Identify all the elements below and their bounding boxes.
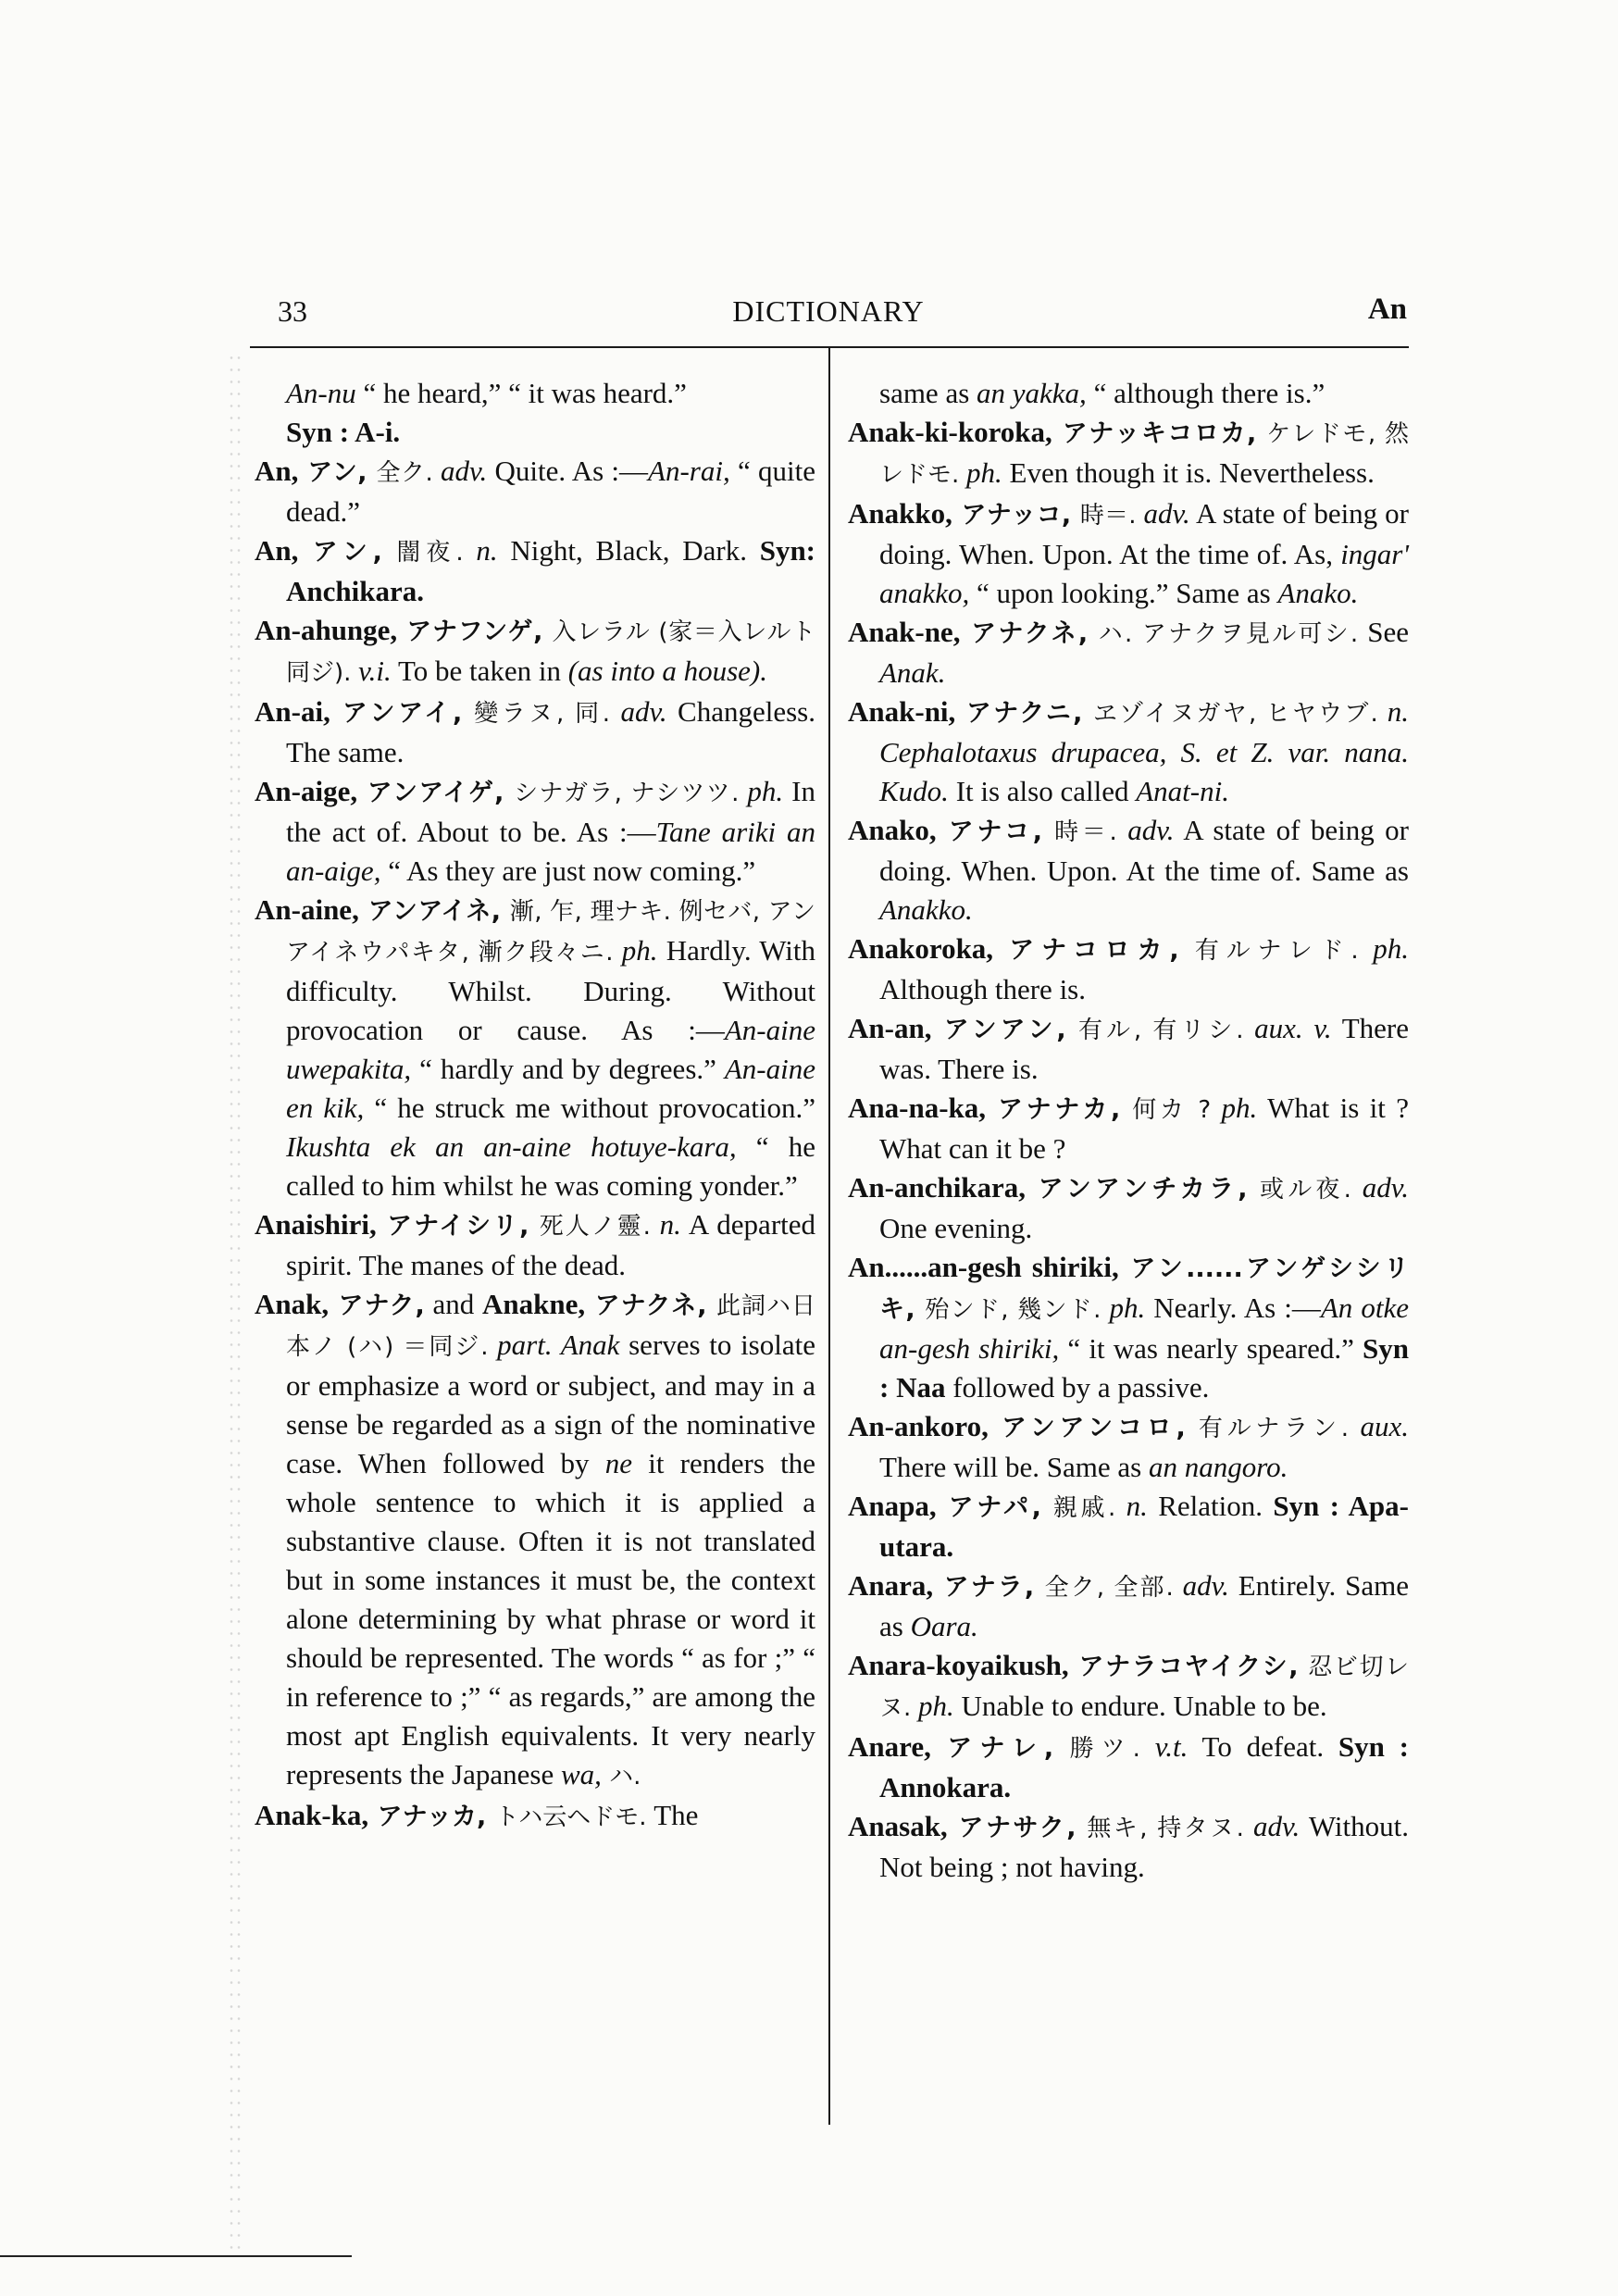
katakana: アンアンチカラ, — [1026, 1175, 1261, 1204]
definition: There was. There is. — [879, 1012, 1410, 1085]
katakana: アナッコ, — [952, 501, 1080, 530]
definition: it renders the whole sentence to which it is applied a substantive clause. Often it is not translated but in some instances it must be, the context alone determining by what phrase or word it should be represented. The words “ as for ;” “ in reference to ;” “ as regards,” are among the most apt English equivalents. It very nearly represents the Japanese — [286, 1447, 816, 1791]
example: ne — [604, 1447, 632, 1479]
part-of-speech: adv. — [1243, 1810, 1301, 1842]
scan-margin-speckle — [228, 352, 241, 2250]
definition: A state of being or doing. When. Upon. At the time of. As, — [879, 497, 1409, 570]
headword: Anakko, — [848, 497, 952, 530]
column-divider — [828, 347, 830, 2125]
headword: Anak-ne, — [848, 616, 961, 648]
kanji-gloss: 變ラヌ, 同. — [474, 700, 611, 728]
definition: A departed spirit. The manes of the dead. — [286, 1208, 816, 1281]
definition: serves to isolate or emphasize a word or subject, and may in a sense be regarded as a sign of the nominative case. When followed by — [286, 1329, 815, 1479]
katakana: アナパ, — [936, 1493, 1053, 1522]
kanji-gloss: 全ク, 全部. — [1044, 1574, 1174, 1602]
example: an nangoro. — [1148, 1451, 1288, 1483]
dictionary-entry — [848, 1168, 1409, 1248]
kanji-gloss: 有ル, 有リシ. — [1078, 1017, 1244, 1044]
kanji-gloss: 殆ンド, 幾ンド. — [925, 1296, 1101, 1324]
definition: Quite. As :— — [487, 455, 649, 487]
kanji-gloss: 忍ビ切レヌ. — [879, 1653, 1409, 1722]
katakana: アナナカ, — [986, 1095, 1133, 1124]
kanji-gloss: 或ル夜. — [1260, 1176, 1351, 1204]
running-title: DICTIONARY — [732, 294, 925, 328]
part-of-speech: ph. — [613, 934, 658, 967]
dictionary-entry — [848, 613, 1409, 693]
dictionary-entry — [848, 1646, 1409, 1728]
part-of-speech: n. — [463, 534, 498, 567]
dictionary-entry — [848, 1009, 1409, 1089]
part-of-speech: adv. — [1173, 1569, 1229, 1602]
entry-continuation — [255, 374, 815, 452]
synonym: Naa — [889, 1371, 946, 1404]
headword: An-ahunge, — [255, 614, 398, 646]
headword: Anasak, — [848, 1810, 948, 1842]
definition: same as — [879, 377, 977, 409]
bottom-scan-line — [0, 2255, 352, 2257]
katakana: アナクネ, — [960, 619, 1099, 648]
definition: “ upon looking.” Same as — [969, 577, 1278, 609]
kanji-gloss: 全ク. — [376, 459, 433, 487]
example: an yakka, — [977, 377, 1087, 409]
dictionary-entry — [255, 611, 815, 693]
headword: Anapa, — [848, 1490, 937, 1522]
kanji-gloss: 勝ツ. — [1069, 1735, 1140, 1763]
part-of-speech: ph. — [959, 456, 1002, 489]
example: Anako. — [1277, 577, 1359, 609]
katakana: アナイシリ, — [376, 1212, 540, 1241]
katakana: アナッキコロカ, — [1052, 419, 1267, 448]
definition: Nearly. As :— — [1145, 1292, 1321, 1324]
kanji-gloss: 入レラル (家＝入レルト同ジ). — [286, 618, 816, 687]
definition: One evening. — [879, 1212, 1033, 1244]
dictionary-entry — [848, 930, 1409, 1009]
part-of-speech: aux. v. — [1243, 1012, 1332, 1044]
kanji-gloss: 時＝. — [1079, 502, 1137, 530]
part-of-speech: n. — [650, 1208, 681, 1241]
headword: An-ankoro, — [848, 1410, 989, 1442]
headword: An-anchikara, — [848, 1171, 1027, 1204]
example: Anakko. — [879, 893, 973, 926]
dictionary-entry — [848, 1566, 1409, 1646]
part-of-speech: part. — [488, 1329, 553, 1361]
katakana: アンアンコロ, — [988, 1414, 1199, 1442]
headword: Anako, — [848, 814, 937, 846]
dictionary-entry — [848, 1407, 1409, 1487]
dictionary-entry — [848, 494, 1409, 613]
headword: Anara, — [848, 1569, 934, 1602]
kanji-gloss: 何カ ? — [1132, 1096, 1212, 1124]
part-of-speech: ph. — [1358, 932, 1410, 965]
headword: Anare, — [848, 1730, 931, 1763]
katakana: アナラ, — [933, 1573, 1045, 1602]
part-of-speech: ph. — [911, 1690, 954, 1722]
kanji-gloss: 時＝. — [1054, 818, 1117, 846]
left-column — [255, 374, 815, 1837]
kanji-gloss: 此詞ハ日本ノ (ハ) ＝同ジ. — [286, 1292, 815, 1361]
kanji-gloss: ハ. アナクヲ見ル可シ. — [1098, 620, 1359, 648]
example: ingar' anakko, — [879, 538, 1409, 609]
part-of-speech: adv. — [432, 455, 488, 487]
katakana: アナクニ, — [955, 699, 1093, 728]
definition: To be taken in — [391, 655, 568, 687]
headword: An-aine, — [255, 893, 359, 926]
part-of-speech: adv. — [1136, 497, 1190, 530]
headword: An......an-gesh shiriki, — [848, 1251, 1119, 1283]
definition: Although there is. — [879, 973, 1086, 1005]
headword: An-ai, — [255, 695, 330, 728]
headword: An-an, — [848, 1012, 932, 1044]
syn-label: Syn : — [1338, 1730, 1409, 1763]
definition: To defeat. — [1188, 1730, 1338, 1763]
definition: “ quite dead.” — [286, 455, 815, 528]
part-of-speech: adv. — [1116, 814, 1175, 846]
synonym: Annokara. — [879, 1771, 1012, 1803]
dictionary-entry — [255, 452, 815, 531]
katakana: アン......アンゲシシリキ, — [879, 1254, 1409, 1324]
headword: An, — [255, 455, 299, 487]
entry-continuation — [848, 374, 1409, 413]
right-column — [848, 374, 1409, 1887]
headword: Anak-ka, — [255, 1799, 369, 1831]
definition: Night, Black, Dark. — [497, 534, 760, 567]
definition: Hardly. With difficulty. Whilst. During. Without provocation or cause. As :— — [286, 934, 816, 1046]
definition: “ he heard,” “ it was heard.” — [355, 377, 687, 409]
definition: “ it was nearly speared.” — [1059, 1332, 1363, 1365]
headword: Anak-ki-koroka, — [848, 416, 1052, 448]
kanji-gloss: 親戚. — [1052, 1494, 1116, 1522]
definition: What is it ? What can it be ? — [879, 1092, 1409, 1165]
dictionary-entry — [255, 1796, 815, 1837]
dictionary-entry — [848, 1487, 1409, 1566]
part-of-speech: v.t. — [1139, 1730, 1189, 1763]
definition: Relation. — [1147, 1490, 1274, 1522]
example: wa, — [560, 1758, 602, 1791]
part-of-speech: adv. — [610, 695, 667, 728]
syn-label: Syn : — [879, 1332, 1410, 1404]
dictionary-entry — [255, 772, 815, 891]
headword: An-aige, — [255, 775, 358, 807]
dictionary-entry — [255, 531, 815, 611]
part-of-speech: aux. — [1348, 1410, 1409, 1442]
definition: Entirely. Same as — [879, 1569, 1409, 1642]
headword: Anaishiri, — [255, 1208, 377, 1241]
example: An-rai, — [648, 455, 730, 487]
page-number: 33 — [278, 294, 307, 328]
guide-word: An — [1367, 293, 1407, 326]
dictionary-entry — [255, 891, 815, 1205]
katakana: アン, — [298, 458, 377, 487]
kanji-gloss: トハ云ヘドモ. — [494, 1803, 647, 1831]
definition: There will be. Same as — [879, 1451, 1149, 1483]
dictionary-entry — [848, 693, 1409, 811]
dictionary-entry — [848, 1089, 1409, 1168]
definition: “ he called to him whilst he was coming yonder.” — [286, 1130, 815, 1202]
example: Anak — [552, 1329, 620, 1361]
part-of-speech: n. — [1377, 695, 1410, 728]
part-of-speech: ph. — [1101, 1292, 1146, 1324]
definition: Unable to endure. Unable to be. — [953, 1690, 1327, 1722]
headword: Anara-koyaikush, — [848, 1649, 1069, 1681]
definition: “ he struck me without provocation.” — [364, 1092, 816, 1124]
example: Oara. — [910, 1610, 978, 1642]
dictionary-entry — [848, 1807, 1409, 1887]
headword: Anak, — [255, 1288, 330, 1320]
headword: Anakne, — [482, 1288, 586, 1320]
katakana: アンアン, — [931, 1016, 1079, 1044]
example: (as into a house). — [567, 655, 767, 687]
kanji-gloss: ハ. — [601, 1763, 641, 1791]
definition: See — [1358, 616, 1409, 648]
example: Anat-ni. — [1136, 775, 1229, 807]
synonym: Anchikara. — [286, 575, 424, 607]
part-of-speech: ph. — [1211, 1092, 1258, 1124]
example: An-aine uwepakita, — [286, 1014, 815, 1085]
definition: and — [424, 1288, 483, 1320]
example: Tane ariki an an-aige, — [286, 816, 815, 887]
example: Ikushta ek an an-aine hotuye-kara, — [286, 1130, 737, 1163]
dictionary-entry — [848, 413, 1409, 494]
katakana: アナクネ, — [585, 1292, 716, 1320]
syn-label: Syn: — [759, 534, 816, 567]
definition: “ As they are just now coming.” — [380, 855, 756, 887]
definition: Even though it is. Nevertheless. — [1002, 456, 1375, 489]
kanji-gloss: 無キ, 持タヌ. — [1087, 1815, 1244, 1842]
katakana: アンアイ, — [330, 699, 475, 728]
dictionary-entry — [848, 1248, 1409, 1407]
katakana: アンアイゲ, — [357, 779, 515, 807]
kanji-gloss: ケレドモ, 然レドモ. — [879, 420, 1409, 489]
kanji-gloss: 有ルナラン. — [1198, 1415, 1349, 1442]
example: An-nu — [286, 377, 356, 409]
example: Anak. — [879, 656, 946, 689]
katakana: アナフンゲ, — [397, 618, 553, 646]
part-of-speech: n. — [1115, 1490, 1148, 1522]
example: Cephalotaxus drupacea, S. et Z. var. nana. Kudo. — [879, 736, 1409, 807]
example: An otke an-gesh shiriki, — [879, 1292, 1409, 1365]
katakana: アナラコヤイクシ, — [1068, 1653, 1309, 1681]
definition: Without. Not being ; not having. — [879, 1810, 1409, 1883]
part-of-speech: ph. — [739, 775, 784, 807]
definition: “ although there is.” — [1086, 377, 1326, 409]
kanji-gloss: ヱゾイヌガヤ, ヒヤウブ. — [1093, 700, 1378, 728]
dictionary-entry — [848, 811, 1409, 930]
definition: It is also called — [948, 775, 1137, 807]
synonym: Apa-utara. — [879, 1490, 1409, 1563]
kanji-gloss: シナガラ, ナシツツ. — [514, 780, 740, 807]
dictionary-entry — [255, 1205, 815, 1285]
page-header — [250, 289, 1407, 335]
katakana: アナコロカ, — [993, 936, 1195, 965]
example: An-aine en kik, — [286, 1053, 815, 1124]
headword: Ana-na-ka, — [848, 1092, 987, 1124]
katakana: アナク, — [329, 1292, 425, 1320]
kanji-gloss: 漸, 乍, 理ナキ. 例セバ, アンアイネウパキタ, 漸ク段々ニ. — [286, 898, 815, 967]
syn-label: Syn : — [1273, 1490, 1339, 1522]
kanji-gloss: 有ルナレド. — [1194, 937, 1359, 965]
katakana: アナサク, — [947, 1814, 1088, 1842]
definition: A state of being or doing. When. Upon. At the time of. Same as — [879, 814, 1409, 887]
dictionary-entry — [848, 1728, 1409, 1807]
part-of-speech: adv. — [1350, 1171, 1409, 1204]
dictionary-entry — [255, 693, 815, 772]
kanji-gloss: 死人ノ靈. — [539, 1213, 651, 1241]
katakana: アナコ, — [936, 817, 1055, 846]
katakana: アナレ, — [930, 1734, 1070, 1763]
kanji-gloss: 闇夜. — [396, 539, 464, 567]
katakana: アンアイネ, — [358, 897, 510, 926]
definition: Changeless. The same. — [286, 695, 815, 768]
definition: followed by a passive. — [945, 1371, 1210, 1404]
syn-label: Syn : — [286, 416, 350, 448]
definition: The — [646, 1799, 699, 1831]
synonym: A-i. — [349, 416, 401, 448]
katakana: アナッカ, — [368, 1803, 495, 1831]
headword: An, — [255, 534, 299, 567]
katakana: アン, — [298, 538, 397, 567]
headword: Anak-ni, — [848, 695, 956, 728]
definition: In the act of. About to be. As :— — [286, 775, 815, 848]
part-of-speech: v.i. — [351, 655, 392, 687]
dictionary-entry — [255, 1285, 815, 1796]
definition: “ hardly and by degrees.” — [411, 1053, 725, 1085]
headword: Anakoroka, — [848, 932, 994, 965]
